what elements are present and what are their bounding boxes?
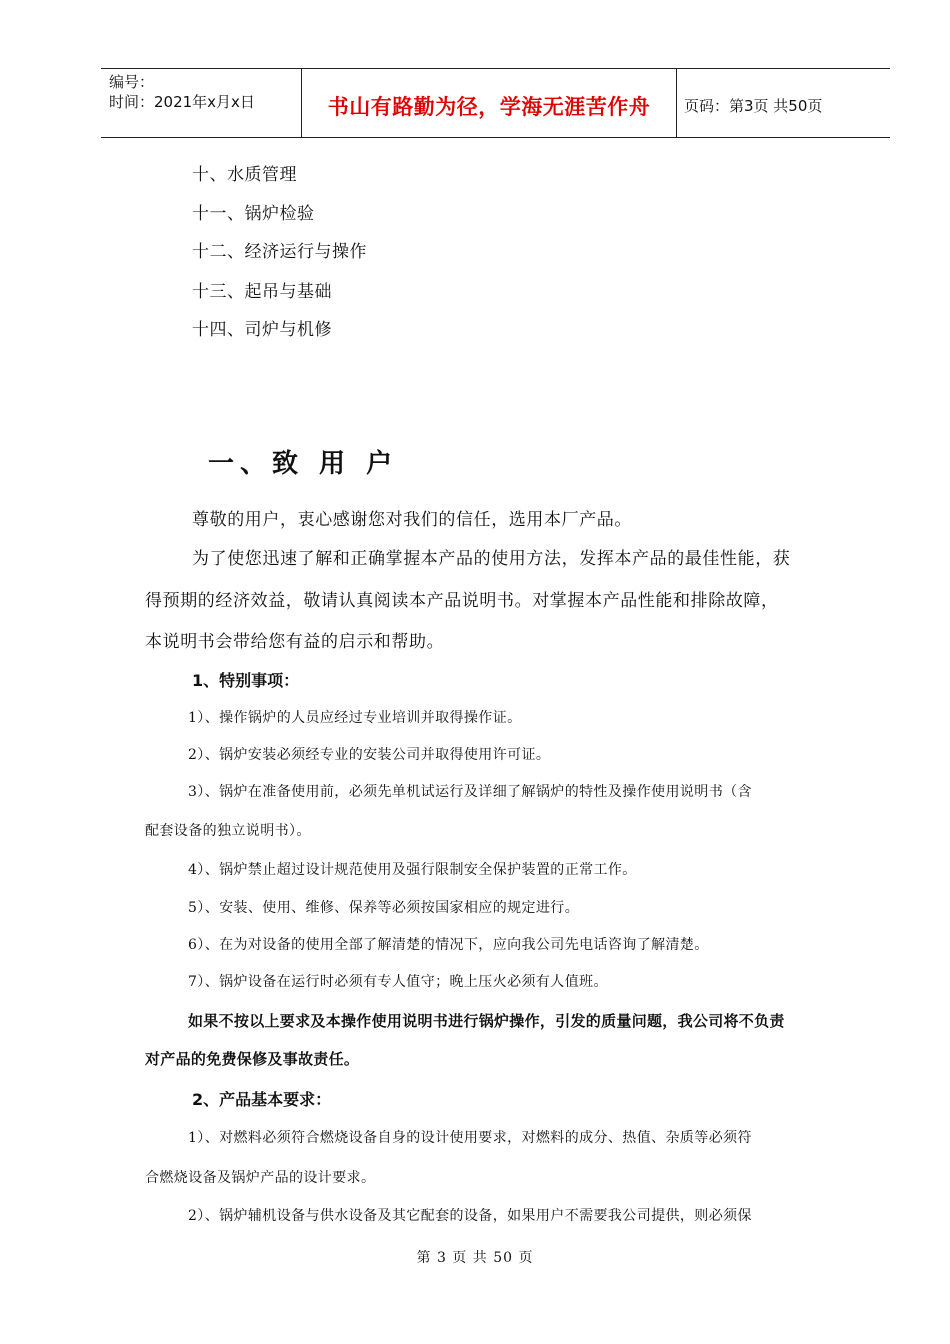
page-footer: 第 3 页 共 50 页 [416, 1250, 534, 1266]
page-count-label: 页码：第3页 共50页 [684, 97, 823, 115]
list-item: 3）、锅炉在准备使用前，必须先单机试运行及详细了解锅炉的特性及操作使用说明书（含 [188, 784, 752, 800]
document-header [101, 68, 890, 138]
list-item: 7）、锅炉设备在运行时必须有专人值守；晚上压火必须有人值班。 [188, 974, 608, 990]
header-meta-cell [101, 69, 301, 137]
warning-text: 对产品的免费保修及事故责任。 [145, 1050, 360, 1068]
subsection-title: 2、产品基本要求： [192, 1090, 332, 1109]
toc-item: 十一、锅炉检验 [192, 204, 315, 224]
intro-paragraph: 本说明书会带给您有益的启示和帮助。 [145, 632, 445, 652]
list-item: 6）、在为对设备的使用全部了解清楚的情况下，应向我公司先电话咨询了解清楚。 [188, 937, 709, 953]
list-item: 2）、锅炉安装必须经专业的安装公司并取得使用许可证。 [188, 747, 551, 763]
list-item: 1）、操作锅炉的人员应经过专业培训并取得操作证。 [188, 710, 522, 726]
list-item: 1）、对燃料必须符合燃烧设备自身的设计使用要求，对燃料的成分、热值、杂质等必须符 [188, 1130, 752, 1146]
intro-paragraph: 得预期的经济效益，敬请认真阅读本产品说明书。对掌握本产品性能和排除故障， [145, 591, 779, 611]
section-title: 一、致 用 户 [208, 449, 399, 479]
toc-item: 十四、司炉与机修 [192, 320, 332, 340]
intro-paragraph: 为了使您迅速了解和正确掌握本产品的使用方法，发挥本产品的最佳性能，获 [192, 549, 791, 569]
serial-number-label: 编号： [109, 73, 155, 91]
motto-text: 书山有路勤为径，学海无涯苦作舟 [327, 95, 651, 119]
date-label: 时间：2021年x月x日 [109, 93, 255, 111]
list-item: 配套设备的独立说明书）。 [145, 823, 311, 839]
header-page-cell [676, 69, 890, 137]
toc-item: 十三、起吊与基础 [192, 282, 332, 302]
subsection-title: 1、特别事项： [192, 671, 300, 690]
warning-text: 如果不按以上要求及本操作使用说明书进行锅炉操作，引发的质量问题，我公司将不负责 [188, 1012, 785, 1030]
toc-item: 十二、经济运行与操作 [192, 242, 367, 262]
list-item: 2）、锅炉辅机设备与供水设备及其它配套的设备，如果用户不需要我公司提供，则必须保 [188, 1208, 752, 1224]
toc-item: 十、水质管理 [192, 165, 297, 185]
list-item: 4）、锅炉禁止超过设计规范使用及强行限制安全保护装置的正常工作。 [188, 862, 637, 878]
list-item: 5）、安装、使用、维修、保养等必须按国家相应的规定进行。 [188, 900, 580, 916]
list-item: 合燃烧设备及锅炉产品的设计要求。 [145, 1170, 376, 1186]
intro-paragraph: 尊敬的用户，衷心感谢您对我们的信任，选用本厂产品。 [192, 510, 632, 530]
header-motto-cell [301, 69, 677, 137]
